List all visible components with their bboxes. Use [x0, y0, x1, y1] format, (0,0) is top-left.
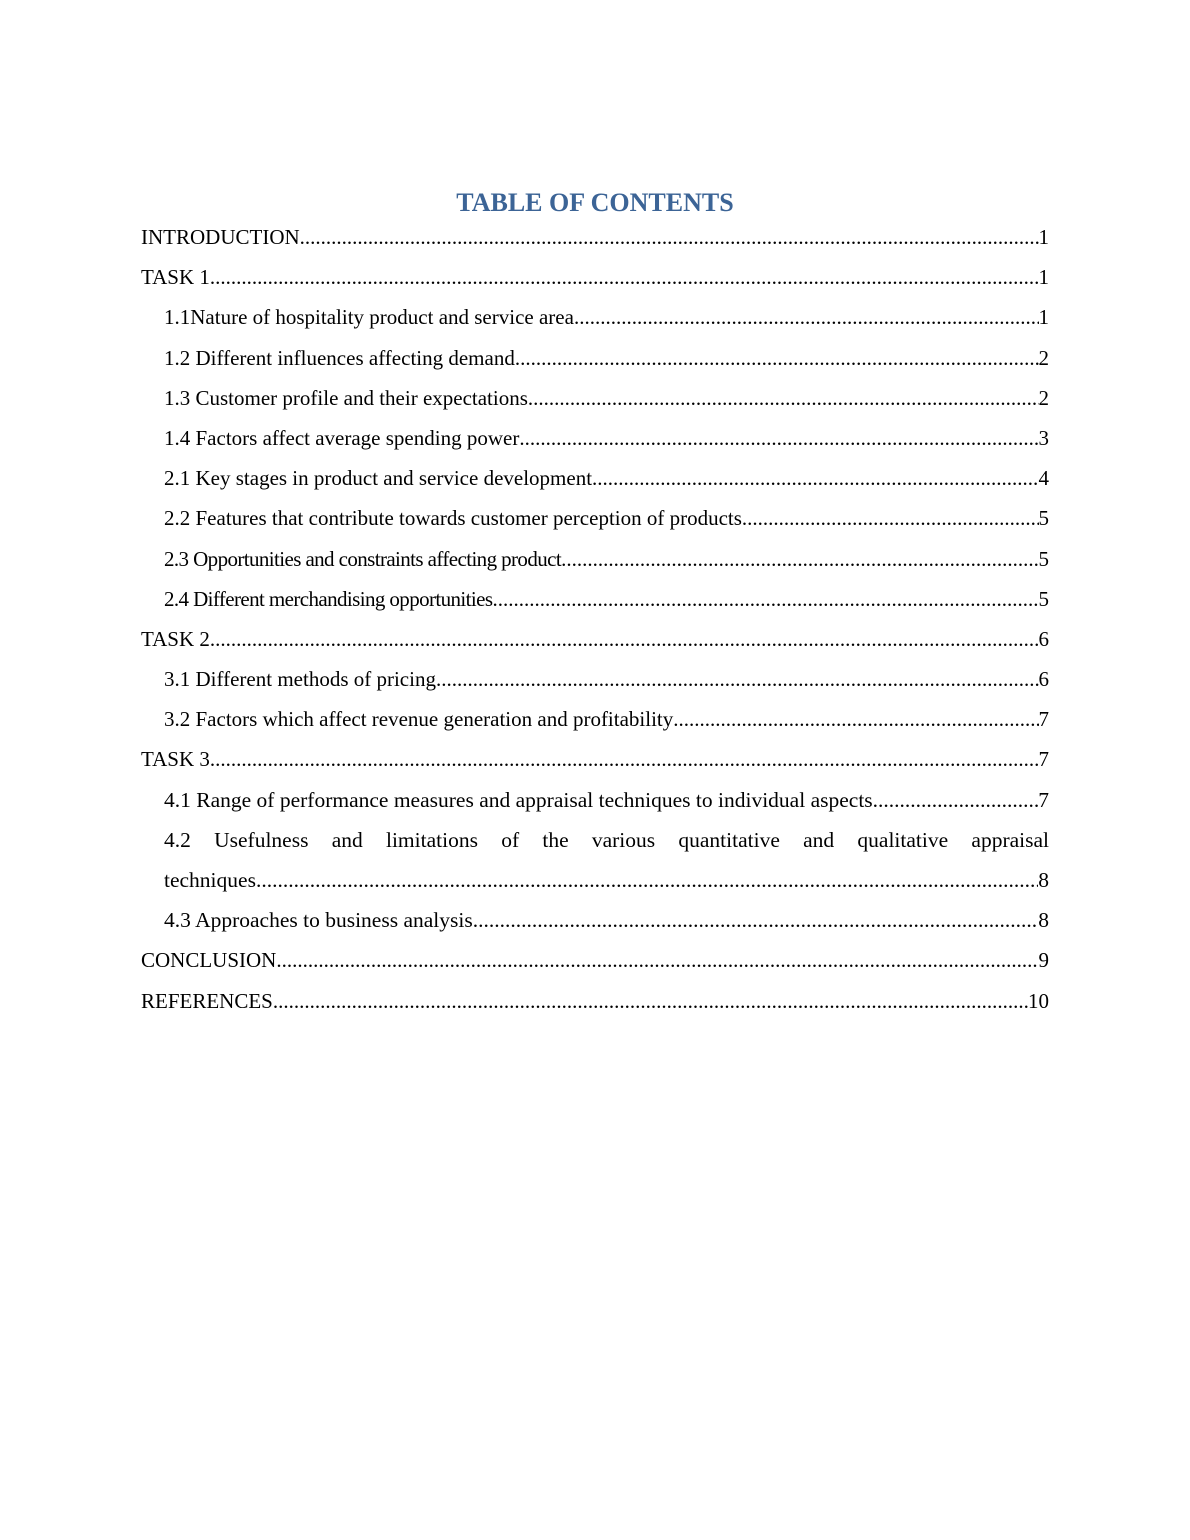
toc-entry-label: 3.1 Different methods of pricing	[164, 662, 436, 696]
toc-title: TABLE OF CONTENTS	[456, 188, 734, 217]
toc-entry-2-2[interactable]	[141, 501, 1049, 541]
toc-entry-label: 1.1Nature of hospitality product and service area	[164, 300, 574, 334]
toc-page-number: 9	[1038, 948, 1049, 973]
toc-entry-label: TASK 2	[141, 622, 210, 656]
toc-entry-label: 1.3 Customer profile and their expectations	[164, 381, 528, 415]
toc-dot-leader	[276, 943, 1038, 977]
toc-entry-1-4[interactable]	[141, 421, 1049, 461]
toc-dot-leader	[210, 742, 1039, 776]
toc-page-number: 5	[1038, 586, 1049, 611]
toc-dot-leader	[436, 662, 1039, 696]
toc-entry-1-3[interactable]	[141, 381, 1049, 421]
toc-page-number: 10	[1028, 988, 1049, 1013]
toc-entry-1-2[interactable]	[141, 341, 1049, 381]
toc-dot-leader	[673, 702, 1038, 736]
toc-entry-label-line-1: 4.2 Usefulness and limitations of the various quantitative and qualitative appraisal	[164, 827, 1049, 852]
toc-page-number: 8	[1038, 868, 1049, 892]
toc-page-number: 7	[1038, 707, 1049, 732]
toc-entry-task-3[interactable]	[141, 742, 1049, 782]
toc-dot-leader	[210, 260, 1039, 294]
toc-entry-label: 2.1 Key stages in product and service development	[164, 461, 592, 495]
toc-page-number: 4	[1038, 466, 1049, 491]
toc-entry-4-3[interactable]	[141, 903, 1049, 943]
toc-page-number: 5	[1038, 546, 1049, 571]
toc-entry-2-1[interactable]	[141, 461, 1049, 501]
toc-dot-leader	[273, 984, 1028, 1018]
toc-entry-4-2[interactable]	[141, 823, 1049, 903]
toc-entry-1-1[interactable]	[141, 300, 1049, 340]
toc-entry-3-2[interactable]	[141, 702, 1049, 742]
toc-entry-task-1[interactable]	[141, 260, 1049, 300]
toc-entry-label: 4.3 Approaches to business analysis	[164, 903, 473, 937]
toc-dot-leader	[561, 542, 1038, 576]
toc-page-number: 6	[1038, 667, 1049, 692]
toc-dot-leader	[574, 300, 1039, 334]
toc-entry-label: 1.4 Factors affect average spending power	[164, 421, 519, 455]
toc-entry-label: 2.2 Features that contribute towards customer perception of products	[164, 501, 742, 535]
toc-page-number: 8	[1038, 908, 1049, 933]
toc-entry-label: 4.1 Range of performance measures and appraisal techniques to individual aspects	[164, 783, 873, 817]
toc-dot-leader	[492, 582, 1038, 616]
toc-entry-introduction[interactable]	[141, 220, 1049, 260]
toc-entry-label: TASK 3	[141, 742, 210, 776]
toc-entry-label: TASK 1	[141, 260, 210, 294]
toc-page-number: 6	[1038, 626, 1049, 651]
toc-entry-label: INTRODUCTION	[141, 220, 300, 254]
toc-entry-label-line-2: techniques	[164, 863, 256, 897]
toc-page-number: 7	[1038, 787, 1049, 812]
toc-dot-leader	[592, 461, 1038, 495]
toc-entry-conclusion[interactable]	[141, 943, 1049, 983]
toc-entry-label: 1.2 Different influences affecting demand	[164, 341, 515, 375]
toc-dot-leader	[742, 501, 1039, 535]
toc-page-number: 7	[1038, 747, 1049, 772]
toc-page-number: 2	[1038, 345, 1049, 370]
toc-list	[141, 220, 1049, 1024]
toc-page-number: 5	[1038, 506, 1049, 531]
toc-page-number: 2	[1038, 385, 1049, 410]
toc-dot-leader	[210, 622, 1039, 656]
toc-entry-label: 2.4 Different merchandising opportunities	[164, 582, 492, 616]
toc-entry-label: 2.3 Opportunities and constraints affecting product	[164, 542, 561, 576]
toc-dot-leader	[873, 783, 1039, 817]
toc-page-number: 1	[1038, 225, 1049, 249]
toc-entry-4-1[interactable]	[141, 783, 1049, 823]
toc-dot-leader	[515, 341, 1039, 375]
toc-entry-references[interactable]	[141, 984, 1049, 1024]
toc-page-number: 1	[1038, 305, 1049, 330]
toc-entry-2-3[interactable]	[141, 542, 1049, 582]
toc-dot-leader	[528, 381, 1039, 415]
toc-entry-2-4[interactable]	[141, 582, 1049, 622]
toc-dot-leader	[519, 421, 1038, 455]
toc-entry-label: 3.2 Factors which affect revenue generation and profitability	[164, 702, 673, 736]
toc-page-number: 3	[1038, 425, 1049, 450]
toc-entry-line-2	[164, 863, 1049, 903]
toc-entry-3-1[interactable]	[141, 662, 1049, 702]
toc-entry-label: REFERENCES	[141, 984, 273, 1018]
toc-dot-leader	[473, 903, 1039, 937]
toc-page-number: 1	[1038, 265, 1049, 290]
toc-entry-task-2[interactable]	[141, 622, 1049, 662]
toc-dot-leader	[300, 220, 1039, 254]
toc-dot-leader	[256, 863, 1038, 897]
toc-entry-label: CONCLUSION	[141, 943, 276, 977]
